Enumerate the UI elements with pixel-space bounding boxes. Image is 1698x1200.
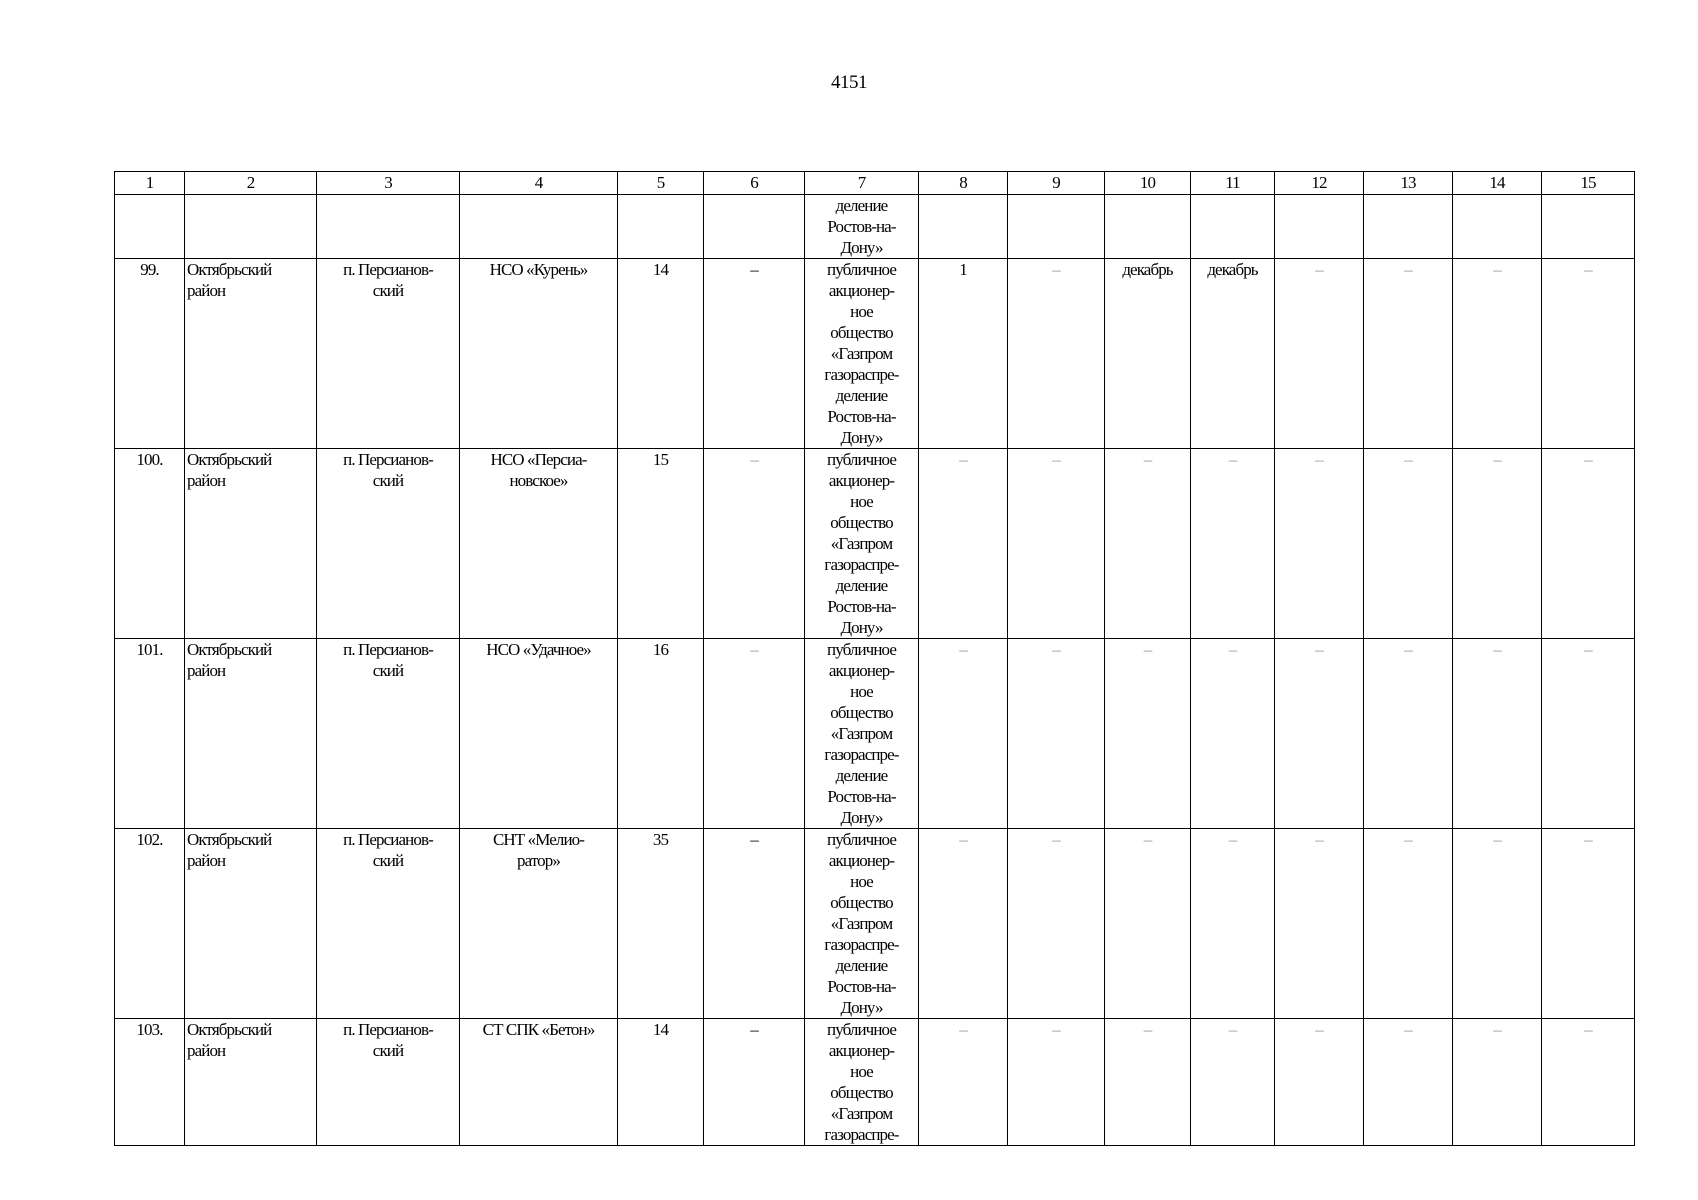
cell-line: ное [850, 872, 873, 891]
col13-cell: – [1364, 449, 1453, 639]
col11-cell: – [1191, 639, 1275, 829]
col10-cell: – [1105, 1019, 1191, 1146]
column-number-8: 8 [919, 172, 1008, 195]
col14-cell: – [1453, 259, 1542, 449]
cell-line: общество [830, 1083, 893, 1102]
district-cell [185, 449, 317, 639]
cell-line: НСО «Курень» [489, 260, 588, 279]
col6-cell: – [704, 1019, 805, 1146]
cell-line: акционер- [828, 851, 895, 870]
col8-cell: – [919, 1019, 1008, 1146]
operator-cell [805, 1019, 919, 1146]
cell-line: газораспре- [824, 555, 899, 574]
cell-line: газораспре- [824, 935, 899, 954]
district-cell [185, 259, 317, 449]
continuation-operator-cell [805, 195, 919, 259]
settlement-cell [317, 449, 460, 639]
cell-line: ратор» [517, 851, 560, 870]
cell-line: Октябрьский [187, 1020, 272, 1039]
col5-cell: 14 [618, 1019, 704, 1146]
col8-cell: – [919, 449, 1008, 639]
cell-line: «Газпром [830, 914, 893, 933]
cell-line: «Газпром [830, 1104, 893, 1123]
column-number-1: 1 [115, 172, 185, 195]
object-name-cell [460, 259, 618, 449]
col14-cell: – [1453, 829, 1542, 1019]
cell-line: деление [835, 386, 888, 405]
column-number-7: 7 [805, 172, 919, 195]
row-number-cell: 100. [115, 449, 185, 639]
cell-line: ное [850, 492, 873, 511]
cell-line: Дону» [840, 808, 883, 827]
row-number-cell: 102. [115, 829, 185, 1019]
col9-cell: – [1008, 1019, 1105, 1146]
column-number-6: 6 [704, 172, 805, 195]
district-cell [185, 639, 317, 829]
settlement-cell [317, 1019, 460, 1146]
operator-cell [805, 449, 919, 639]
col6-cell: – [704, 449, 805, 639]
col13-cell: – [1364, 829, 1453, 1019]
cell-line: ский [372, 851, 404, 870]
col13-cell: – [1364, 639, 1453, 829]
col8-cell: 1 [919, 259, 1008, 449]
col11-cell: декабрь [1191, 259, 1275, 449]
col12-cell: – [1275, 259, 1364, 449]
row-number-cell: 99. [115, 259, 185, 449]
cell-line: «Газпром [830, 724, 893, 743]
cell-line: акционер- [828, 1041, 895, 1060]
cell-line: акционер- [828, 281, 895, 300]
cell-line: деление [835, 196, 888, 215]
cell-line: СТ СПК «Бетон» [482, 1020, 595, 1039]
col5-cell: 15 [618, 449, 704, 639]
cell-line: ное [850, 302, 873, 321]
settlement-cell [317, 639, 460, 829]
col15-cell: – [1542, 1019, 1635, 1146]
cell-line: ский [372, 661, 404, 680]
cell-line: НСО «Удачное» [486, 640, 591, 659]
cell-line: акционер- [828, 661, 895, 680]
column-number-10: 10 [1105, 172, 1191, 195]
table-row [115, 259, 1635, 449]
cell-line: Дону» [840, 238, 883, 257]
cell-line: деление [835, 766, 888, 785]
cell-line: общество [830, 893, 893, 912]
cell-line: Дону» [840, 998, 883, 1017]
col12-cell: – [1275, 1019, 1364, 1146]
cell-line: Октябрьский [187, 450, 272, 469]
object-name-cell [460, 449, 618, 639]
cell-line: п. Персианов- [343, 1020, 433, 1039]
cell-line: НСО «Персиа- [490, 450, 587, 469]
column-number-15: 15 [1542, 172, 1635, 195]
col15-cell: – [1542, 639, 1635, 829]
col11-cell: – [1191, 1019, 1275, 1146]
object-name-cell [460, 829, 618, 1019]
cell-line: Дону» [840, 618, 883, 637]
cell-line: Ростов-на- [827, 787, 896, 806]
cell-line: публичное [827, 260, 896, 279]
cell-line: п. Персианов- [343, 260, 433, 279]
cell-line: Ростов-на- [827, 407, 896, 426]
col10-cell: – [1105, 829, 1191, 1019]
settlement-cell [317, 259, 460, 449]
col14-cell: – [1453, 639, 1542, 829]
cell-line: публичное [827, 640, 896, 659]
cell-line: Октябрьский [187, 260, 272, 279]
page-number: 4151 [831, 72, 867, 93]
col9-cell: – [1008, 449, 1105, 639]
cell-line: деление [835, 956, 888, 975]
col14-cell: – [1453, 1019, 1542, 1146]
cell-line: газораспре- [824, 1125, 899, 1144]
cell-line: «Газпром [830, 344, 893, 363]
col15-cell: – [1542, 259, 1635, 449]
cell-line: Ростов-на- [827, 977, 896, 996]
operator-cell [805, 639, 919, 829]
col15-cell: – [1542, 829, 1635, 1019]
cell-line: публичное [827, 1020, 896, 1039]
district-cell [185, 829, 317, 1019]
cell-line: район [187, 661, 226, 680]
district-cell [185, 1019, 317, 1146]
cell-line: п. Персианов- [343, 830, 433, 849]
cell-line: деление [835, 576, 888, 595]
col13-cell: – [1364, 1019, 1453, 1146]
cell-line: новское» [509, 471, 568, 490]
cell-line: Ростов-на- [827, 217, 896, 236]
col6-cell: – [704, 829, 805, 1019]
col5-cell: 35 [618, 829, 704, 1019]
cell-line: общество [830, 703, 893, 722]
row-number-cell: 101. [115, 639, 185, 829]
cell-line: общество [830, 513, 893, 532]
column-number-14: 14 [1453, 172, 1542, 195]
col8-cell: – [919, 639, 1008, 829]
column-number-11: 11 [1191, 172, 1275, 195]
column-number-9: 9 [1008, 172, 1105, 195]
cell-line: «Газпром [830, 534, 893, 553]
cell-line: п. Персианов- [343, 640, 433, 659]
cell-line: общество [830, 323, 893, 342]
col15-cell: – [1542, 449, 1635, 639]
col5-cell: 14 [618, 259, 704, 449]
cell-line: ский [372, 1041, 404, 1060]
col13-cell: – [1364, 259, 1453, 449]
cell-line: район [187, 851, 226, 870]
col10-cell: – [1105, 449, 1191, 639]
col10-cell: декабрь [1105, 259, 1191, 449]
table-row [115, 1019, 1635, 1146]
col6-cell: – [704, 639, 805, 829]
cell-line: Октябрьский [187, 830, 272, 849]
column-number-3: 3 [317, 172, 460, 195]
cell-line: публичное [827, 830, 896, 849]
cell-line: п. Персианов- [343, 450, 433, 469]
row-number-cell: 103. [115, 1019, 185, 1146]
cell-line: газораспре- [824, 365, 899, 384]
table-row [115, 639, 1635, 829]
cell-line: публичное [827, 450, 896, 469]
col9-cell: – [1008, 829, 1105, 1019]
settlement-cell [317, 829, 460, 1019]
col6-cell: – [704, 259, 805, 449]
cell-line: газораспре- [824, 745, 899, 764]
object-name-cell [460, 639, 618, 829]
col14-cell: – [1453, 449, 1542, 639]
cell-line: ский [372, 281, 404, 300]
col11-cell: – [1191, 829, 1275, 1019]
col9-cell: – [1008, 259, 1105, 449]
table-row [115, 449, 1635, 639]
cell-line: ное [850, 1062, 873, 1081]
col12-cell: – [1275, 449, 1364, 639]
column-number-5: 5 [618, 172, 704, 195]
data-table [114, 171, 1635, 1146]
col12-cell: – [1275, 639, 1364, 829]
column-number-row [115, 172, 1635, 195]
operator-cell [805, 829, 919, 1019]
col5-cell: 16 [618, 639, 704, 829]
col9-cell: – [1008, 639, 1105, 829]
col8-cell: – [919, 829, 1008, 1019]
cell-line: район [187, 471, 226, 490]
table-row [115, 829, 1635, 1019]
cell-line: район [187, 281, 226, 300]
cell-line: Октябрьский [187, 640, 272, 659]
column-number-12: 12 [1275, 172, 1364, 195]
col12-cell: – [1275, 829, 1364, 1019]
cell-line: ский [372, 471, 404, 490]
cell-line: Дону» [840, 428, 883, 447]
col11-cell: – [1191, 449, 1275, 639]
col10-cell: – [1105, 639, 1191, 829]
column-number-2: 2 [185, 172, 317, 195]
column-number-13: 13 [1364, 172, 1453, 195]
cell-line: ное [850, 682, 873, 701]
operator-cell [805, 259, 919, 449]
cell-line: акционер- [828, 471, 895, 490]
cell-line: Ростов-на- [827, 597, 896, 616]
column-number-4: 4 [460, 172, 618, 195]
continuation-row [115, 195, 1635, 259]
object-name-cell [460, 1019, 618, 1146]
cell-line: район [187, 1041, 226, 1060]
cell-line: СНТ «Мелио- [492, 830, 585, 849]
